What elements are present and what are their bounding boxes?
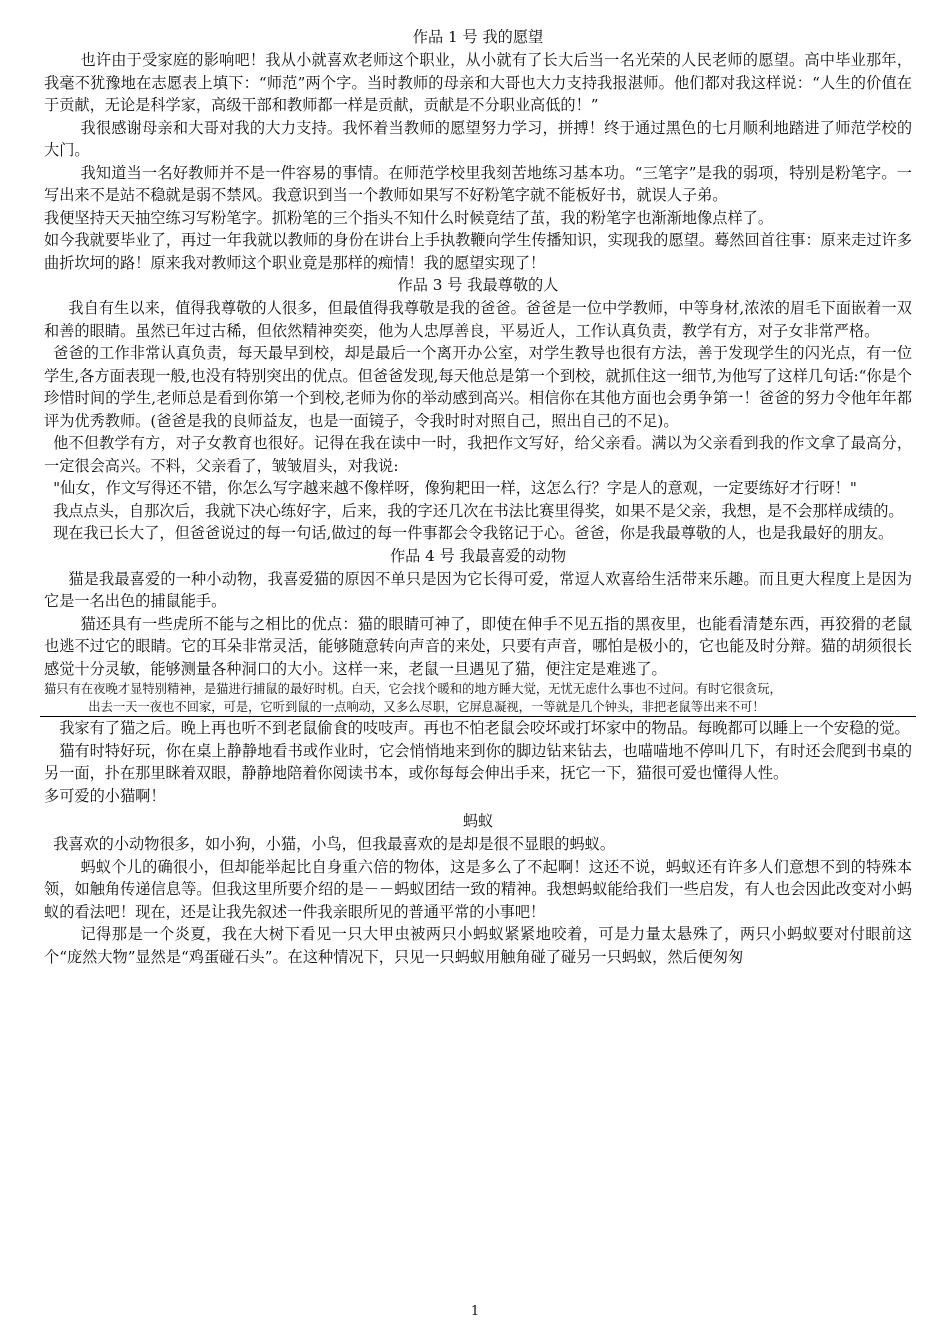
essay-3-paragraph: 现在我已长大了，但爸爸说过的每一句话,做过的每一件事都会令我铭记于心。爸爸，你是我最尊敬的人，也是我最好的朋友。	[53, 524, 894, 542]
essay-5-paragraph: 我喜欢的小动物很多，如小狗，小猫，小鸟，但我最喜欢的是却是很不显眼的蚂蚁。	[53, 835, 616, 853]
essay-5-paragraph: 蚂蚁个儿的确很小，但却能举起比自身重六倍的物体，这是多么了不起啊！这还不说，蚂蚁还有许多人们意想不到的特殊本领，如触角传递信息等。但我这里所要介绍的是－－蚂蚁团结一致的精神。我想蚂蚁能给我们一些启发，有人也会因此改变对小蚂蚁的看法吧！现在，还是让我先叙述一件我亲眼所见的普通平常的小事吧！	[44, 857, 912, 921]
essay-4-small-paragraph: 猫只有在夜晚才显特别精神，是猫进行捕鼠的最好时机。白天，它会找个暖和的地方睡大觉，无忧无虑什么事也不过问。有时它很贪玩，	[44, 682, 782, 696]
essay-4-small-paragraph: 出去一天一夜也不回家，可是，它听到鼠的一点响动，又多么尽职，它屏息凝视，一等就是几个钟头，非把老鼠等出来不可！	[88, 700, 765, 714]
essay-1-paragraph: 也许由于受家庭的影响吧！我从小就喜欢老师这个职业，从小就有了长大后当一名光荣的人民老师的愿望。高中毕业那年，我毫不犹豫地在志愿表上填下：“师范”两个字。当时教师的母亲和大哥也大力支持我报湛师。他们都对我这样说：“人生的价值在于贡献，无论是科学家，高级干部和教师都一样是贡献，贡献是不分职业高低的！”	[44, 51, 912, 114]
essay-3-paragraph: 我自有生以来，值得我尊敬的人很多，但最值得我尊敬是我的爸爸。爸爸是一位中学教师，中等身材,浓浓的眉毛下面嵌着一双和善的眼睛。虽然已年过古稀，但依然精神奕奕，他为人忠厚善良，平易近人，工作认真负责，教学有方，对子女非常严格。	[44, 299, 912, 340]
essay-3-paragraph: 爸爸的工作非常认真负责，每天最早到校，却是最后一个离开办公室，对学生教导也很有方法，善于发现学生的闪光点，有一位学生,各方面表现一般,也没有特别突出的优点。但爸爸发现,每天他总是第一个到校，就抓住这一细节,为他写了这样几句话:“你是个珍惜时间的学生,老师总是看到你第一个到校,老师为你的举动感到高兴。相信你在其他方面也会勇争第一！爸爸的努力令他年年都评为优秀教师。(爸爸是我的良师益友，也是一面镜子，令我时时对照自己，照出自己的不足)。	[44, 344, 912, 430]
essay-1-title: 作品 1 号 我的愿望	[412, 28, 544, 46]
essay-3-quote: "仙女，作文写得还不错，你怎么写字越来越不像样呀，像狗耙田一样，这怎么行？字是人的意观，一定要练好才行呀！"	[53, 479, 857, 497]
essay-1-paragraph: 我便坚持天天抽空练习写粉笔字。抓粉笔的三个指头不知什么时候竟结了茧，我的粉笔字也渐渐地像点样了。	[44, 208, 773, 227]
essay-4-paragraph: 猫有时特好玩，你在桌上静静地看书或作业时，它会悄悄地来到你的脚边钻来钻去，也喵喵地不停叫几下，有时还会爬到书桌的另一面，扑在那里眯着双眼，静静地陪着你阅读书本，或你每每会伸出手来，抚它一下，猫很可爱也懂得人性。	[44, 741, 912, 782]
essay-4-title: 作品 4 号 我最喜爱的动物	[389, 546, 567, 565]
essay-4-paragraph: 猫还具有一些虎所不能与之相比的优点：猫的眼睛可神了，即使在伸手不见五指的黑夜里，也能看清楚东西，再狡猾的老鼠也逃不过它的眼睛。它的耳朵非常灵活，能够随意转向声音的来处，只要有声音，哪怕是极小的，它也能及时分辩。猫的胡须很长感觉十分灵敏，能够测量各种洞口的大小。这样一来，老鼠一旦遇见了猫，便注定是难逃了。	[44, 614, 912, 678]
essay-5-title: 蚂蚁	[462, 812, 494, 830]
essay-3-paragraph: 我点点头，自那次后，我就下决心练好字，后来，我的字还几次在书法比赛里得奖，如果不是父亲，我想，是不会那样成绩的。	[53, 501, 904, 520]
document-page	[44, 26, 912, 968]
page-number: 1	[470, 1304, 480, 1319]
essay-4-paragraph: 我家有了猫之后。晚上再也听不到老鼠偷食的吱吱声。再也不怕老鼠会咬坏或打坏家中的物品。每晚都可以睡上一个安稳的觉。	[59, 719, 910, 737]
essay-4-paragraph: 多可爱的小猫啊！	[44, 786, 166, 805]
essay-3-paragraph: 他不但教学有方，对子女教育也很好。记得在我在读中一时，我把作文写好，给父亲看。满以为父亲看到我的作文拿了最高分，一定很会高兴。不料，父亲看了，皱皱眉头，对我说:	[44, 434, 912, 475]
essay-1-paragraph: 我知道当一名好教师并不是一件容易的事情。在师范学校里我刻苦地练习基本功。“三笔字”是我的弱项，特别是粉笔字。一写出来不是站不稳就是弱不禁风。我意识到当一个教师如果写不好粉笔字就不能板好书，就误人子弟。	[44, 163, 912, 204]
essay-1-paragraph: 我很感谢母亲和大哥对我的大力支持。我怀着当教师的愿望努力学习，拼搏！终于通过黑色的七月顺利地踏进了师范学校的大门。	[44, 118, 912, 159]
essay-4-paragraph: 猫是我最喜爱的一种小动物，我喜爱猫的原因不单只是因为它长得可爱，常逗人欢喜给生活带来乐趣。而且更大程度上是因为它是一名出色的捕鼠能手。	[44, 569, 912, 610]
essay-3-title: 作品 3 号 我最尊敬的人	[397, 276, 559, 294]
essay-1-paragraph: 如今我就要毕业了，再过一年我就以教师的身份在讲台上手执教鞭向学生传播知识，实现我的愿望。蓦然回首往事：原来走过许多曲折坎坷的路！原来我对教师这个职业竟是那样的痴情！我的愿望实现了！	[44, 231, 912, 272]
essay-5-paragraph: 记得那是一个炎夏，我在大树下看见一只大甲虫被两只小蚂蚁紧紧地咬着，可是力量太悬殊了，两只小蚂蚁要对付眼前这个“庞然大物”显然是“鸡蛋碰石头”。在这种情况下，只见一只蚂蚁用触角碰了碰另一只蚂蚁，然后便匆匆	[44, 925, 912, 966]
